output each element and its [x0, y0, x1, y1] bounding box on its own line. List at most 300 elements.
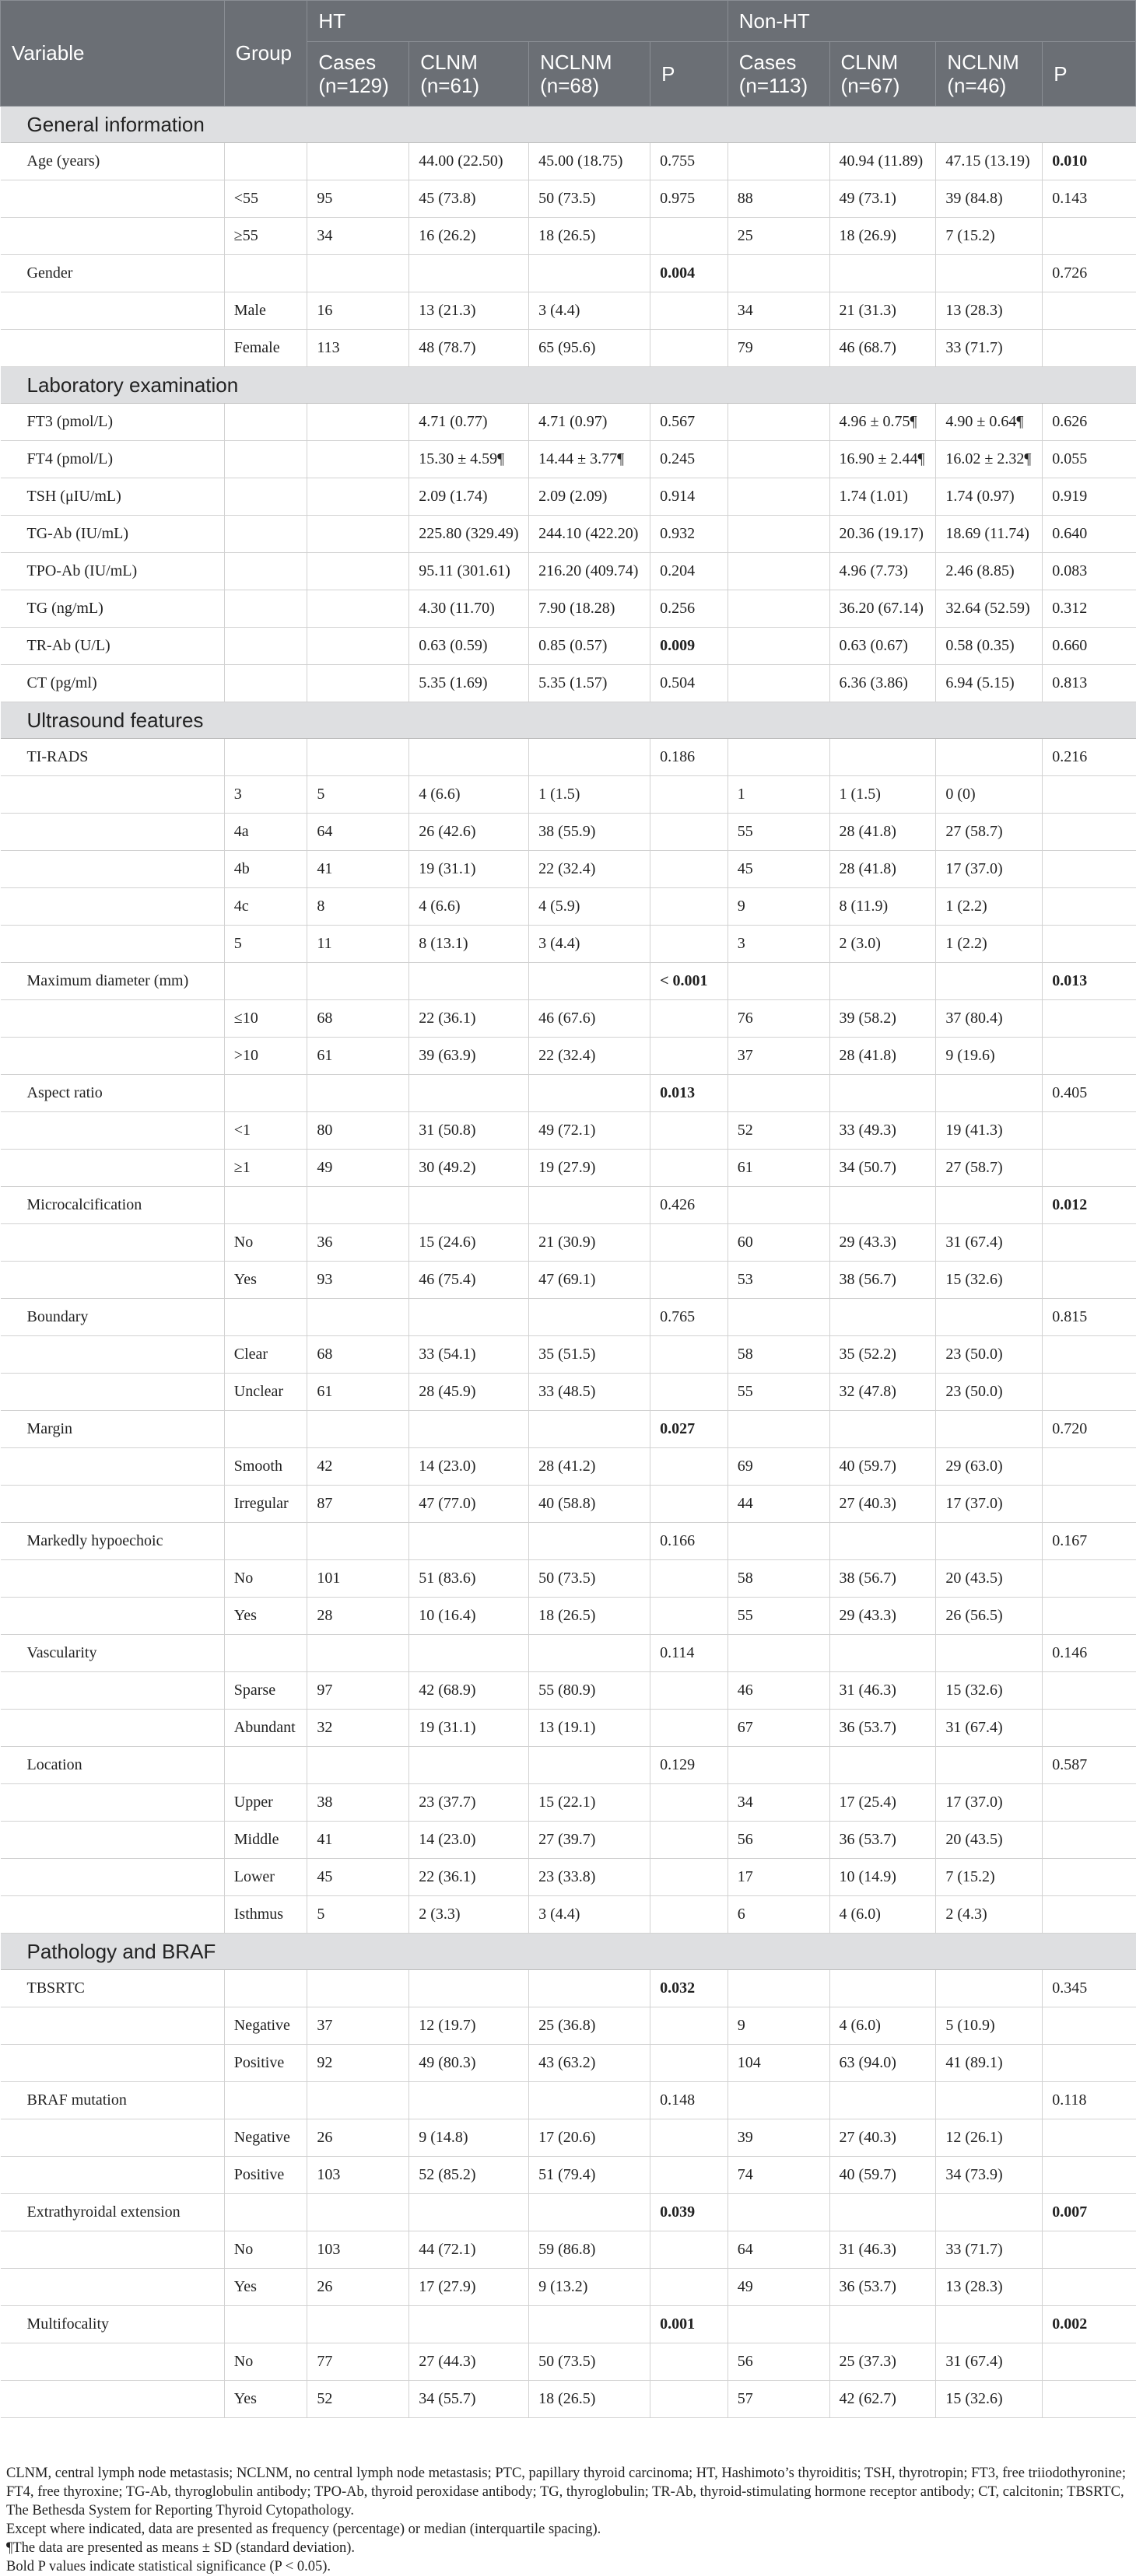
table-row [1, 851, 1136, 888]
cell-value: 49 [307, 1150, 409, 1187]
table-row [1, 628, 1136, 665]
cell-p-value: 0.148 [650, 2082, 728, 2119]
cell-value: 7.90 (18.28) [529, 590, 650, 628]
cell-value: 11 [307, 926, 409, 963]
cell-p-value [650, 2119, 728, 2157]
section-title: Laboratory examination [1, 367, 1136, 404]
cell-value [829, 1187, 936, 1224]
table-row [1, 2119, 1136, 2157]
cell-value: 14.44 ± 3.77¶ [529, 441, 650, 478]
cell-p-value [650, 1784, 728, 1822]
cell-value: 74 [728, 2157, 829, 2194]
cell-p-value: 0.129 [650, 1747, 728, 1784]
cell-value: 69 [728, 1448, 829, 1486]
cell-value: 80 [307, 1112, 409, 1150]
cell-value: 41 [307, 1822, 409, 1859]
cell-value: 21 (30.9) [529, 1224, 650, 1262]
table-row [1, 1896, 1136, 1934]
cell-value: 60 [728, 1224, 829, 1262]
cell-value [728, 478, 829, 516]
cell-variable [1, 1000, 225, 1038]
cell-value [728, 2082, 829, 2119]
cell-value: 79 [728, 330, 829, 367]
cell-value: 13 (21.3) [409, 292, 529, 330]
cell-group: Yes [224, 1262, 307, 1299]
cell-value: 16.02 ± 2.32¶ [936, 441, 1043, 478]
cell-value [829, 2082, 936, 2119]
cell-value: 4 (6.6) [409, 776, 529, 814]
cell-value: 4.71 (0.77) [409, 404, 529, 441]
cell-value: 15 (32.6) [936, 2381, 1043, 2418]
cell-value: 31 (67.4) [936, 1710, 1043, 1747]
cell-value [936, 1075, 1043, 1112]
cell-value: 6 [728, 1896, 829, 1934]
table-row [1, 2157, 1136, 2194]
header-group: Group [224, 1, 307, 107]
cell-variable [1, 2381, 225, 2418]
cell-group: <1 [224, 1112, 307, 1150]
cell-value: 33 (54.1) [409, 1336, 529, 1374]
cell-value: 3 [728, 926, 829, 963]
cell-p-value [650, 1000, 728, 1038]
cell-p-value: 0.027 [650, 1411, 728, 1448]
cell-value [409, 255, 529, 292]
cell-value: 17 [728, 1859, 829, 1896]
cell-p-value: 0.755 [650, 143, 728, 180]
cell-value: 103 [307, 2157, 409, 2194]
cell-variable [1, 180, 225, 218]
cell-value: 4 (6.0) [829, 2007, 936, 2045]
cell-value: 45 [307, 1859, 409, 1896]
cell-variable [1, 814, 225, 851]
cell-variable: TPO-Ab (IU/mL) [1, 553, 225, 590]
cell-value [307, 2306, 409, 2343]
table-row [1, 1859, 1136, 1896]
cell-value: 13 (28.3) [936, 292, 1043, 330]
cell-p-value [1043, 218, 1136, 255]
table-row [1, 441, 1136, 478]
cell-p-value [1043, 1486, 1136, 1523]
cell-group: Isthmus [224, 1896, 307, 1934]
cell-variable [1, 1374, 225, 1411]
cell-group [224, 441, 307, 478]
cell-group [224, 2194, 307, 2231]
cell-value: 35 (51.5) [529, 1336, 650, 1374]
cell-value: 25 [728, 218, 829, 255]
cell-value [829, 1747, 936, 1784]
cell-value: 5 [307, 1896, 409, 1934]
cell-p-value [650, 2045, 728, 2082]
section-header-row [1, 107, 1136, 143]
cell-value: 77 [307, 2343, 409, 2381]
cell-value: 61 [307, 1038, 409, 1075]
cell-value [728, 963, 829, 1000]
cell-group [224, 1523, 307, 1560]
cell-value: 52 (85.2) [409, 2157, 529, 2194]
cell-value: 38 (56.7) [829, 1560, 936, 1598]
cell-value: 55 [728, 1374, 829, 1411]
cell-p-value [1043, 1859, 1136, 1896]
cell-p-value [1043, 1598, 1136, 1635]
table-row [1, 180, 1136, 218]
cell-value: 34 (73.9) [936, 2157, 1043, 2194]
cell-p-value [1043, 926, 1136, 963]
cell-value: 17 (27.9) [409, 2269, 529, 2306]
cell-value: 67 [728, 1710, 829, 1747]
cell-value: 44 (72.1) [409, 2231, 529, 2269]
table-row [1, 404, 1136, 441]
table-row [1, 1710, 1136, 1747]
cell-value: 18 (26.5) [529, 1598, 650, 1635]
cell-value: 7 (15.2) [936, 218, 1043, 255]
cell-value [936, 1411, 1043, 1448]
cell-value: 1 (1.5) [829, 776, 936, 814]
cell-value: 26 [307, 2269, 409, 2306]
cell-value [728, 739, 829, 776]
table-row [1, 1038, 1136, 1075]
cell-value: 3 (4.4) [529, 926, 650, 963]
cell-value: 2 (3.3) [409, 1896, 529, 1934]
cell-value [829, 739, 936, 776]
table-header [1, 1, 1136, 107]
cell-group: No [224, 2343, 307, 2381]
cell-value: 13 (28.3) [936, 2269, 1043, 2306]
cell-p-value [650, 1336, 728, 1374]
cell-value [307, 590, 409, 628]
cell-value [307, 143, 409, 180]
cell-value: 36 (53.7) [829, 1822, 936, 1859]
cell-value [307, 1970, 409, 2007]
header-variable: Variable [1, 1, 225, 107]
cell-variable [1, 330, 225, 367]
cell-value [728, 1411, 829, 1448]
table-row [1, 888, 1136, 926]
cell-value: 2 (4.3) [936, 1896, 1043, 1934]
cell-variable: FT4 (pmol/L) [1, 441, 225, 478]
cell-value: 1 (2.2) [936, 926, 1043, 963]
cell-p-value: 0.312 [1043, 590, 1136, 628]
cell-value: 40 (59.7) [829, 1448, 936, 1486]
cell-value [307, 1523, 409, 1560]
table-row [1, 1747, 1136, 1784]
cell-value [829, 1635, 936, 1672]
footnote: ¶The data are presented as means ± SD (standard deviation). [6, 2540, 355, 2556]
cell-variable: TBSRTC [1, 1970, 225, 2007]
cell-group: Sparse [224, 1672, 307, 1710]
cell-p-value: 0.426 [650, 1187, 728, 1224]
cell-value: 27 (40.3) [829, 2119, 936, 2157]
cell-value: 1.74 (1.01) [829, 478, 936, 516]
cell-p-value: 0.002 [1043, 2306, 1136, 2343]
table-row [1, 2381, 1136, 2418]
table-row [1, 1374, 1136, 1411]
cell-value: 49 (73.1) [829, 180, 936, 218]
footnote: Bold P values indicate statistical significance (P < 0.05). [6, 2559, 331, 2574]
cell-value: 4 (6.6) [409, 888, 529, 926]
cell-value: 28 (41.8) [829, 851, 936, 888]
cell-variable [1, 1448, 225, 1486]
cell-group: No [224, 1560, 307, 1598]
cell-value [307, 404, 409, 441]
cell-p-value: 0.216 [1043, 739, 1136, 776]
cell-value [409, 1635, 529, 1672]
cell-variable: TSH (μIU/mL) [1, 478, 225, 516]
cell-p-value: 0.114 [650, 1635, 728, 1672]
cell-value [728, 1523, 829, 1560]
cell-p-value [1043, 2343, 1136, 2381]
cell-value: 9 (19.6) [936, 1038, 1043, 1075]
cell-value: 17 (37.0) [936, 851, 1043, 888]
cell-value: 1 [728, 776, 829, 814]
cell-p-value [650, 1262, 728, 1299]
cell-p-value: 0.919 [1043, 478, 1136, 516]
table-row [1, 2045, 1136, 2082]
cell-value [829, 255, 936, 292]
cell-value: 0 (0) [936, 776, 1043, 814]
cell-p-value [1043, 1822, 1136, 1859]
cell-value: 2.46 (8.85) [936, 553, 1043, 590]
cell-p-value [650, 1224, 728, 1262]
cell-value: 58 [728, 1336, 829, 1374]
cell-value: 12 (19.7) [409, 2007, 529, 2045]
cell-value [409, 1747, 529, 1784]
cell-value: 23 (37.7) [409, 1784, 529, 1822]
cell-value: 34 [728, 292, 829, 330]
cell-value [728, 404, 829, 441]
cell-p-value [1043, 2007, 1136, 2045]
cell-variable [1, 1598, 225, 1635]
cell-group: ≤10 [224, 1000, 307, 1038]
cell-p-value: 0.245 [650, 441, 728, 478]
cell-value: 17 (37.0) [936, 1784, 1043, 1822]
cell-group [224, 739, 307, 776]
cell-p-value: 0.914 [650, 478, 728, 516]
cell-value [829, 2306, 936, 2343]
cell-p-value [650, 2269, 728, 2306]
table-row [1, 2306, 1136, 2343]
cell-group: ≥55 [224, 218, 307, 255]
cell-group [224, 255, 307, 292]
cell-value [936, 2306, 1043, 2343]
cell-group [224, 665, 307, 702]
cell-value: 49 (72.1) [529, 1112, 650, 1150]
cell-value: 33 (71.7) [936, 330, 1043, 367]
cell-group [224, 628, 307, 665]
table-row [1, 1560, 1136, 1598]
cell-value: 4 (5.9) [529, 888, 650, 926]
cell-value: 244.10 (422.20) [529, 516, 650, 553]
cell-value: 49 [728, 2269, 829, 2306]
table-row [1, 1299, 1136, 1336]
cell-value: 43 (63.2) [529, 2045, 650, 2082]
cell-value: 59 (86.8) [529, 2231, 650, 2269]
cell-p-value [1043, 888, 1136, 926]
cell-p-value [1043, 1262, 1136, 1299]
table-row [1, 1970, 1136, 2007]
cell-value: 28 (41.2) [529, 1448, 650, 1486]
cell-value: 63 (94.0) [829, 2045, 936, 2082]
cell-value: 9 (14.8) [409, 2119, 529, 2157]
cell-value: 40 (59.7) [829, 2157, 936, 2194]
cell-group: No [224, 1224, 307, 1262]
cell-p-value: 0.004 [650, 255, 728, 292]
cell-p-value: 0.640 [1043, 516, 1136, 553]
cell-value: 15 (24.6) [409, 1224, 529, 1262]
cell-value: 225.80 (329.49) [409, 516, 529, 553]
cell-p-value [650, 218, 728, 255]
cell-value [409, 1075, 529, 1112]
cell-group: Smooth [224, 1448, 307, 1486]
table-row [1, 1486, 1136, 1523]
footnote: Except where indicated, data are presented as frequency (percentage) or median (interquartile spacing). [6, 2522, 601, 2537]
cell-value: 58 [728, 1560, 829, 1598]
cell-value: 52 [728, 1112, 829, 1150]
cell-value: 19 (41.3) [936, 1112, 1043, 1150]
cell-value: 103 [307, 2231, 409, 2269]
cell-value [307, 255, 409, 292]
cell-p-value [1043, 1224, 1136, 1262]
table-row [1, 1523, 1136, 1560]
cell-p-value [650, 926, 728, 963]
cell-p-value: 0.012 [1043, 1187, 1136, 1224]
table-footnotes [0, 2464, 1136, 2576]
cell-value: 39 [728, 2119, 829, 2157]
cell-value: 3 (4.4) [529, 292, 650, 330]
cell-variable [1, 776, 225, 814]
cell-p-value: 0.504 [650, 665, 728, 702]
cell-p-value [1043, 2381, 1136, 2418]
cell-p-value [1043, 2045, 1136, 2082]
cell-p-value [650, 1822, 728, 1859]
cell-value: 27 (44.3) [409, 2343, 529, 2381]
cell-p-value: 0.726 [1043, 255, 1136, 292]
cell-value: 42 [307, 1448, 409, 1486]
cell-value: 36 (53.7) [829, 1710, 936, 1747]
cell-value [936, 255, 1043, 292]
cell-value [936, 2194, 1043, 2231]
cell-value: 16 (26.2) [409, 218, 529, 255]
cell-value: 34 [728, 1784, 829, 1822]
cell-p-value: 0.007 [1043, 2194, 1136, 2231]
cell-value: 31 (67.4) [936, 1224, 1043, 1262]
cell-value: 31 (50.8) [409, 1112, 529, 1150]
cell-value: 46 (68.7) [829, 330, 936, 367]
cell-p-value: 0.013 [650, 1075, 728, 1112]
cell-p-value: 0.405 [1043, 1075, 1136, 1112]
cell-value: 5 [307, 776, 409, 814]
cell-value: 33 (71.7) [936, 2231, 1043, 2269]
cell-value: 29 (43.3) [829, 1598, 936, 1635]
cell-value: 23 (50.0) [936, 1374, 1043, 1411]
cell-value [307, 739, 409, 776]
cell-value [307, 1747, 409, 1784]
cell-p-value: 0.055 [1043, 441, 1136, 478]
cell-p-value [650, 888, 728, 926]
cell-value [728, 1635, 829, 1672]
cell-value [307, 1075, 409, 1112]
cell-value: 35 (52.2) [829, 1336, 936, 1374]
cell-value [829, 1075, 936, 1112]
cell-value: 34 (50.7) [829, 1150, 936, 1187]
cell-value: 37 (80.4) [936, 1000, 1043, 1038]
cell-p-value [1043, 1336, 1136, 1374]
cell-value: 27 (58.7) [936, 814, 1043, 851]
cell-value: 6.36 (3.86) [829, 665, 936, 702]
cell-p-value [650, 1112, 728, 1150]
cell-value: 65 (95.6) [529, 330, 650, 367]
cell-value [529, 1411, 650, 1448]
cell-p-value [650, 1672, 728, 1710]
cell-value: 2.09 (2.09) [529, 478, 650, 516]
cell-value: 32.64 (52.59) [936, 590, 1043, 628]
cell-value [409, 2082, 529, 2119]
cell-p-value [1043, 330, 1136, 367]
cell-value [529, 2306, 650, 2343]
cell-value: 19 (27.9) [529, 1150, 650, 1187]
table-row [1, 516, 1136, 553]
cell-value: 2.09 (1.74) [409, 478, 529, 516]
cell-group [224, 1299, 307, 1336]
cell-value: 93 [307, 1262, 409, 1299]
cell-value: 95.11 (301.61) [409, 553, 529, 590]
cell-value: 17 (37.0) [936, 1486, 1043, 1523]
cell-value [529, 255, 650, 292]
cell-p-value [650, 1598, 728, 1635]
table-row [1, 1411, 1136, 1448]
cell-p-value: 0.166 [650, 1523, 728, 1560]
cell-value [728, 665, 829, 702]
cell-p-value [650, 2007, 728, 2045]
cell-value: 101 [307, 1560, 409, 1598]
cell-value [529, 1075, 650, 1112]
cell-value [529, 1523, 650, 1560]
header-col: CLNM (n=61) [409, 42, 529, 107]
cell-value [936, 1187, 1043, 1224]
table-row [1, 2269, 1136, 2306]
cell-value: 23 (50.0) [936, 1336, 1043, 1374]
cell-p-value [650, 1486, 728, 1523]
cell-value: 22 (36.1) [409, 1859, 529, 1896]
cell-p-value [1043, 1784, 1136, 1822]
cell-p-value [650, 2231, 728, 2269]
cell-value [409, 1523, 529, 1560]
cell-value [307, 553, 409, 590]
cell-variable: Markedly hypoechoic [1, 1523, 225, 1560]
cell-variable [1, 2269, 225, 2306]
cell-value: 38 (56.7) [829, 1262, 936, 1299]
cell-variable: Vascularity [1, 1635, 225, 1672]
cell-value [307, 1635, 409, 1672]
cell-value: 4.96 ± 0.75¶ [829, 404, 936, 441]
cell-value: 18.69 (11.74) [936, 516, 1043, 553]
cell-value: 31 (67.4) [936, 2343, 1043, 2381]
cell-variable [1, 2119, 225, 2157]
cell-p-value: 0.204 [650, 553, 728, 590]
cell-value [728, 143, 829, 180]
cell-p-value: 0.815 [1043, 1299, 1136, 1336]
cell-group: Abundant [224, 1710, 307, 1747]
cell-p-value [1043, 1000, 1136, 1038]
cell-value: 41 [307, 851, 409, 888]
cell-group [224, 553, 307, 590]
cell-value: 47 (77.0) [409, 1486, 529, 1523]
cell-group: Yes [224, 2269, 307, 2306]
table-row [1, 1822, 1136, 1859]
cell-group [224, 1075, 307, 1112]
cell-variable: Gender [1, 255, 225, 292]
cell-value [728, 590, 829, 628]
cell-value: 20 (43.5) [936, 1560, 1043, 1598]
